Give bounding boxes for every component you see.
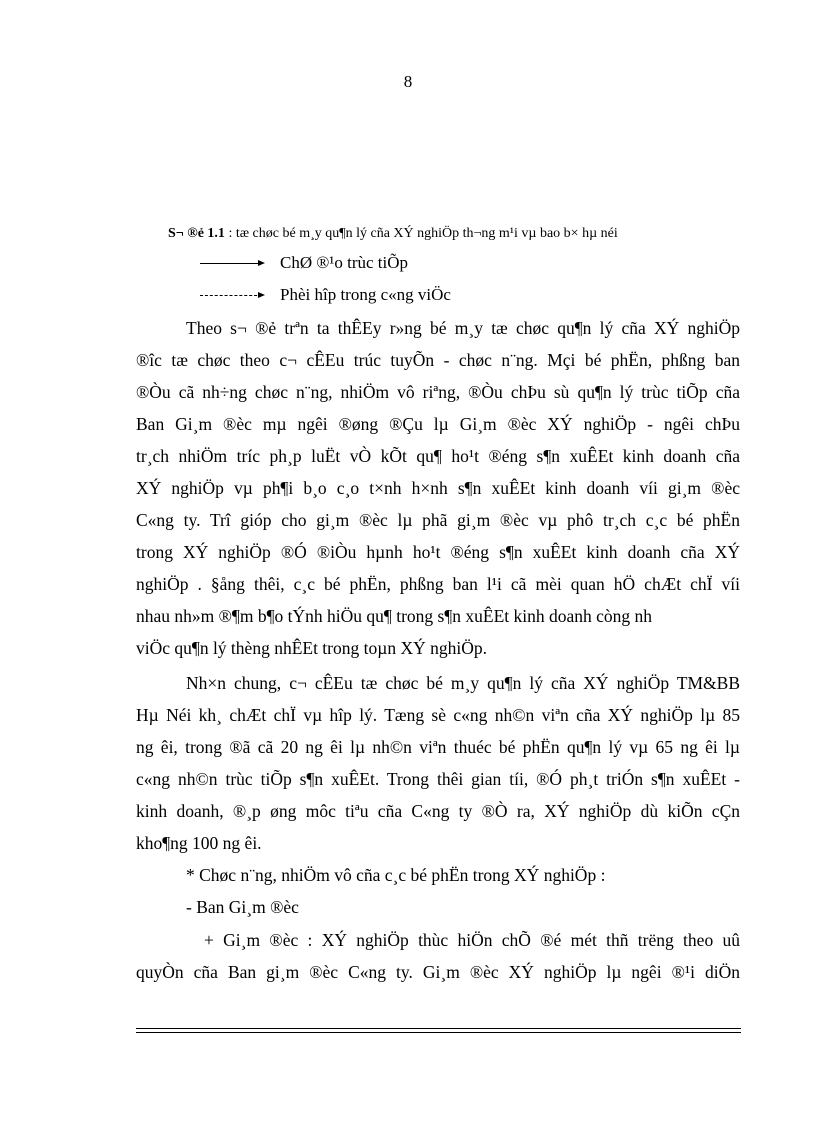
- text-line: kho¶ng 100 ng êi.: [136, 833, 262, 853]
- text-line: trong XÝ nghiÖp ®Ó ®iÒu hµnh ho¹t ®éng s¶n xuÊEt kinh doanh cña XÝ: [136, 542, 740, 562]
- text-line: - Ban Gi¸m ®èc: [186, 897, 299, 917]
- text-line: viÖc qu¶n lý thèng nhÊEt trong toµn XÝ nghiÖp.: [136, 638, 487, 658]
- legend-label: Phèi hîp trong c«ng viÖc: [280, 285, 451, 304]
- text-line: + Gi¸m ®èc : XÝ nghiÖp thùc hiÖn chÕ ®é mét thñ trëng theo uû: [204, 930, 740, 950]
- legend-item-direct: [200, 253, 408, 273]
- dashed-arrow-icon: [200, 295, 262, 296]
- text-line: tr¸ch nhiÖm tríc ph¸p luËt vÒ kÕt qu¶ ho¹t ®éng s¶n xuÊEt kinh doanh cña: [136, 446, 740, 466]
- text-line: ng êi, trong ®ã cã 20 ng êi lµ nh©n viªn thuéc bé phËn qu¶n lý vµ 65 ng êi lµ: [136, 737, 740, 757]
- text-line: Ban Gi¸m ®èc mµ ngêi ®øng ®Çu lµ Gi¸m ®èc XÝ nghiÖp - ngêi chÞu: [136, 414, 740, 434]
- text-line: ®Òu cã nh÷ng chøc n¨ng, nhiÖm vô riªng, ®Òu chÞu sù qu¶n lý trùc tiÕp cña: [136, 382, 740, 402]
- legend-item-coordination: [200, 285, 451, 305]
- figure-caption-text: : tæ chøc bé m¸y qu¶n lý cña XÝ nghiÖp th¬ng m¹i vµ bao b× hµ néi: [224, 226, 618, 241]
- text-line: Nh×n chung, c¬ cÊEu tæ chøc bé m¸y qu¶n lý cña XÝ nghiÖp TM&BB: [186, 673, 740, 693]
- figure-caption: [168, 226, 618, 242]
- text-line: C«ng ty. Trî gióp cho gi¸m ®èc lµ phã gi¸m ®èc vµ phô tr¸ch c¸c bé phËn: [136, 510, 740, 530]
- legend-label: ChØ ®¹o trùc tiÕp: [280, 253, 409, 272]
- text-line: Hµ Néi kh¸ chÆt chÏ vµ hîp lý. Tæng sè c«ng nh©n viªn cña XÝ nghiÖp lµ 85: [136, 705, 740, 725]
- solid-arrow-icon: [200, 263, 262, 264]
- text-line: * Chøc n¨ng, nhiÖm vô cña c¸c bé phËn trong XÝ nghiÖp :: [186, 865, 606, 885]
- text-line: nhau nh»m ®¶m b¶o tÝnh hiÖu qu¶ trong s¶n xuÊEt kinh doanh còng nh: [136, 606, 653, 626]
- footer-double-rule: [136, 1028, 741, 1033]
- page-number: 8: [403, 72, 413, 91]
- text-line: kinh doanh, ®¸p øng môc tiªu cña C«ng ty ®Ò ra, XÝ nghiÖp dù kiÕn cÇn: [136, 801, 740, 821]
- text-line: nghiÖp . §ång thêi, c¸c bé phËn, phßng ban l¹i cã mèi quan hÖ chÆt chÏ víi: [136, 574, 740, 594]
- text-line: XÝ nghiÖp vµ ph¶i b¸o c¸o t×nh h×nh s¶n xuÊEt kinh doanh víi gi¸m ®èc: [136, 478, 740, 498]
- text-line: ®îc tæ chøc theo c¬ cÊEu trúc tuyÕn - chøc n¨ng. Mçi bé phËn, phßng ban: [136, 350, 740, 370]
- figure-label: S¬ ®ẻ 1.1: [168, 226, 225, 241]
- text-line: c«ng nh©n trùc tiÕp s¶n xuÊEt. Trong thêi gian tíi, ®Ó ph¸t triÓn s¶n xuÊEt -: [136, 769, 740, 789]
- text-line: quyÒn cña Ban gi¸m ®èc C«ng ty. Gi¸m ®èc XÝ nghiÖp lµ ngêi ®¹i diÖn: [136, 962, 740, 982]
- text-line: Theo s¬ ®ẻ trªn ta thÊEy r»ng bé m¸y tæ chøc qu¶n lý cña XÝ nghiÖp: [186, 318, 740, 338]
